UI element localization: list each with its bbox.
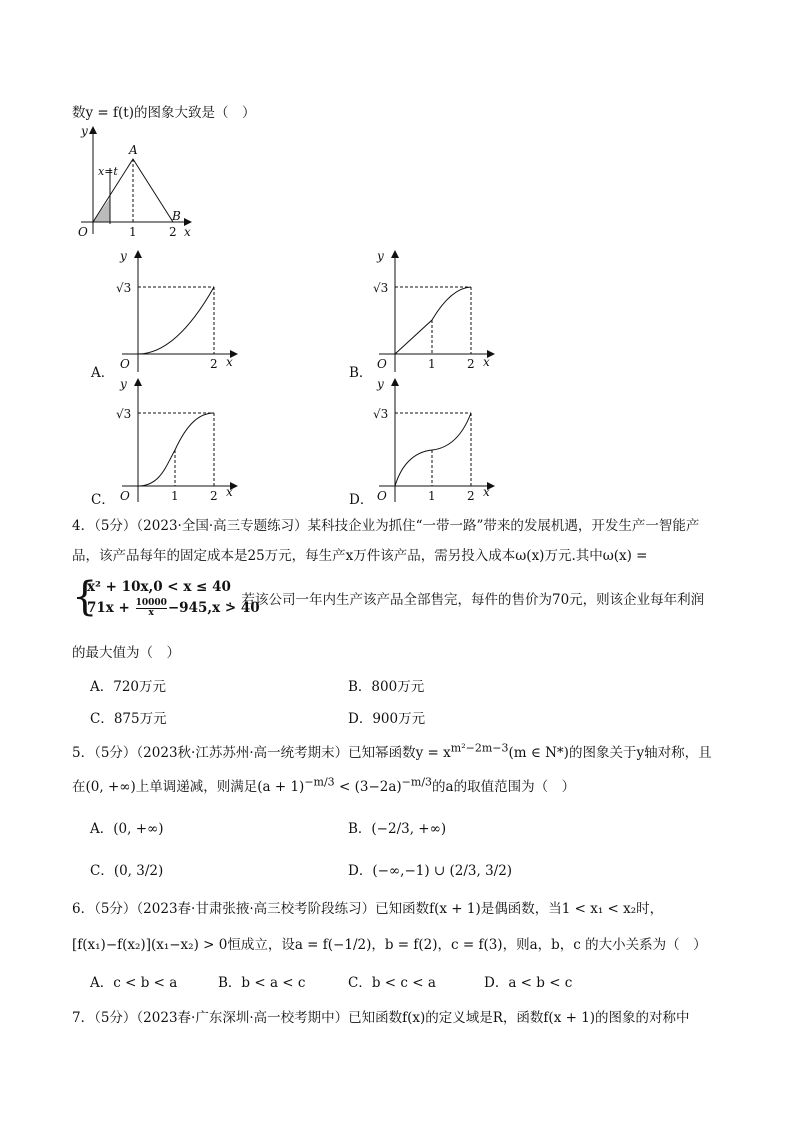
q3-main-figure	[72, 122, 202, 242]
graph-D	[365, 374, 495, 504]
svg-text:2: 2	[210, 357, 218, 371]
option-B-label: B．	[349, 365, 373, 381]
svg-text:1: 1	[428, 357, 436, 371]
piecewise-brace: {	[72, 574, 98, 620]
curve-B	[395, 287, 471, 354]
svg-text:O: O	[377, 357, 387, 371]
q6-line2: [f(x₁)−f(x₂)](x₁−x₂) > 0恒成立，设a = f(−1/2)，b = f(2)，c = f(3)，则a，b，c 的大小关系为（ ）	[72, 937, 707, 953]
graph-B	[365, 248, 495, 378]
q5-line2: 在(0, +∞)上单调递减，则满足$(a + 1)^{-m/3} < (3-2a)^{-m/3}$的a的取值范围为（ ）	[72, 775, 576, 795]
curve-A	[138, 287, 214, 354]
q4-option-D: D．900万元	[348, 711, 426, 727]
q6-option-A: A．c < b < a	[90, 975, 178, 991]
q5-option-C: C．(0, 3/2)	[90, 863, 164, 879]
q6-option-D: D．a < b < c	[484, 975, 573, 991]
q4-line1: 4．（5分）（2023·全国·高三专题练习）某科技企业为抓住“一带一路”带来的发展机遇，开发生产一智能产	[72, 518, 700, 534]
q4-option-B: B．800万元	[348, 679, 425, 695]
q5-option-D: D．(−∞,−1) ∪ (2/3, 3/2)	[348, 863, 513, 879]
svg-text:y: y	[120, 249, 127, 263]
q4-option-A: A．720万元	[90, 679, 167, 695]
svg-text:O: O	[377, 489, 387, 503]
label-xt: x=t	[98, 165, 118, 178]
q4-option-C: C．875万元	[90, 711, 167, 727]
label-A: A	[129, 143, 138, 157]
tick-2: 2	[169, 225, 177, 239]
q5-option-B: B．(−2/3, +∞)	[348, 821, 447, 837]
svg-text:2: 2	[467, 357, 475, 371]
svg-text:y: y	[377, 249, 384, 263]
q6-option-B: B．b < a < c	[218, 975, 306, 991]
y-axis-arrow	[89, 126, 97, 134]
q4-line4: 的最大值为（ ）	[72, 645, 180, 661]
tick-1: 1	[129, 225, 137, 239]
label-y: y	[81, 124, 88, 138]
label-x: x	[184, 225, 191, 239]
q4-after-cases: ，若该公司一年内生产该产品全部售完，每件的售价为70元，则该企业每年利润	[228, 592, 705, 608]
label-O: O	[78, 225, 88, 239]
q3-stem: 数y = f(t)的图象大致是（ ）	[72, 105, 256, 121]
svg-text:x: x	[226, 485, 233, 499]
svg-text:1: 1	[171, 489, 179, 503]
svg-text:2: 2	[210, 489, 218, 503]
q4-case2: 71x + $\frac{10000}{x}$ −945,x > 40	[87, 598, 260, 618]
q4-case1: x² + 10x,0 < x ≤ 40	[87, 579, 231, 595]
svg-text:O: O	[120, 489, 130, 503]
graph-A	[108, 248, 238, 378]
svg-text:2: 2	[467, 489, 475, 503]
svg-text:x: x	[226, 355, 233, 369]
q6-line1: 6．（5分）（2023春·甘肃张掖·高三校考阶段练习）已知函数f(x + 1)是偶函数，当1 < x₁ < x₂时，	[72, 901, 664, 917]
svg-text:√3: √3	[373, 407, 389, 421]
svg-text:y: y	[120, 377, 127, 391]
curve-D	[395, 413, 471, 486]
svg-text:O: O	[120, 357, 130, 371]
q4-line2: 品，该产品每年的固定成本是25万元，每生产x万件该产品，需另投入成本ω(x)万元.其中ω(x) =	[72, 548, 648, 564]
q7-line1: 7．（5分）（2023春·广东深圳·高一校考期中）已知函数f(x)的定义域是R，函数f(x + 1)的图象的对称中	[72, 1010, 690, 1026]
q6-option-C: C．b < c < a	[348, 975, 436, 991]
option-A-label: A．	[91, 365, 115, 381]
svg-text:1: 1	[428, 489, 436, 503]
graph-C	[108, 374, 238, 504]
svg-text:x: x	[483, 485, 490, 499]
svg-text:√3: √3	[116, 281, 132, 295]
option-D-label: D．	[349, 492, 374, 508]
fraction-10000-over-x: $\frac{10000}{x}$	[135, 598, 167, 618]
svg-text:√3: √3	[116, 407, 132, 421]
svg-text:√3: √3	[373, 281, 389, 295]
curve-C	[138, 413, 214, 486]
svg-text:x: x	[483, 355, 490, 369]
label-B: B	[172, 209, 181, 223]
q5-option-A: A．(0, +∞)	[90, 821, 164, 837]
option-C-label: C．	[91, 492, 115, 508]
q5-line1: 5．（5分）（2023秋·江苏苏州·高一统考期末）已知幂函数$y = x^{m^2-2m-3}(m$ ∈ N*)的图象关于y轴对称，且	[72, 741, 712, 761]
svg-text:y: y	[377, 377, 384, 391]
